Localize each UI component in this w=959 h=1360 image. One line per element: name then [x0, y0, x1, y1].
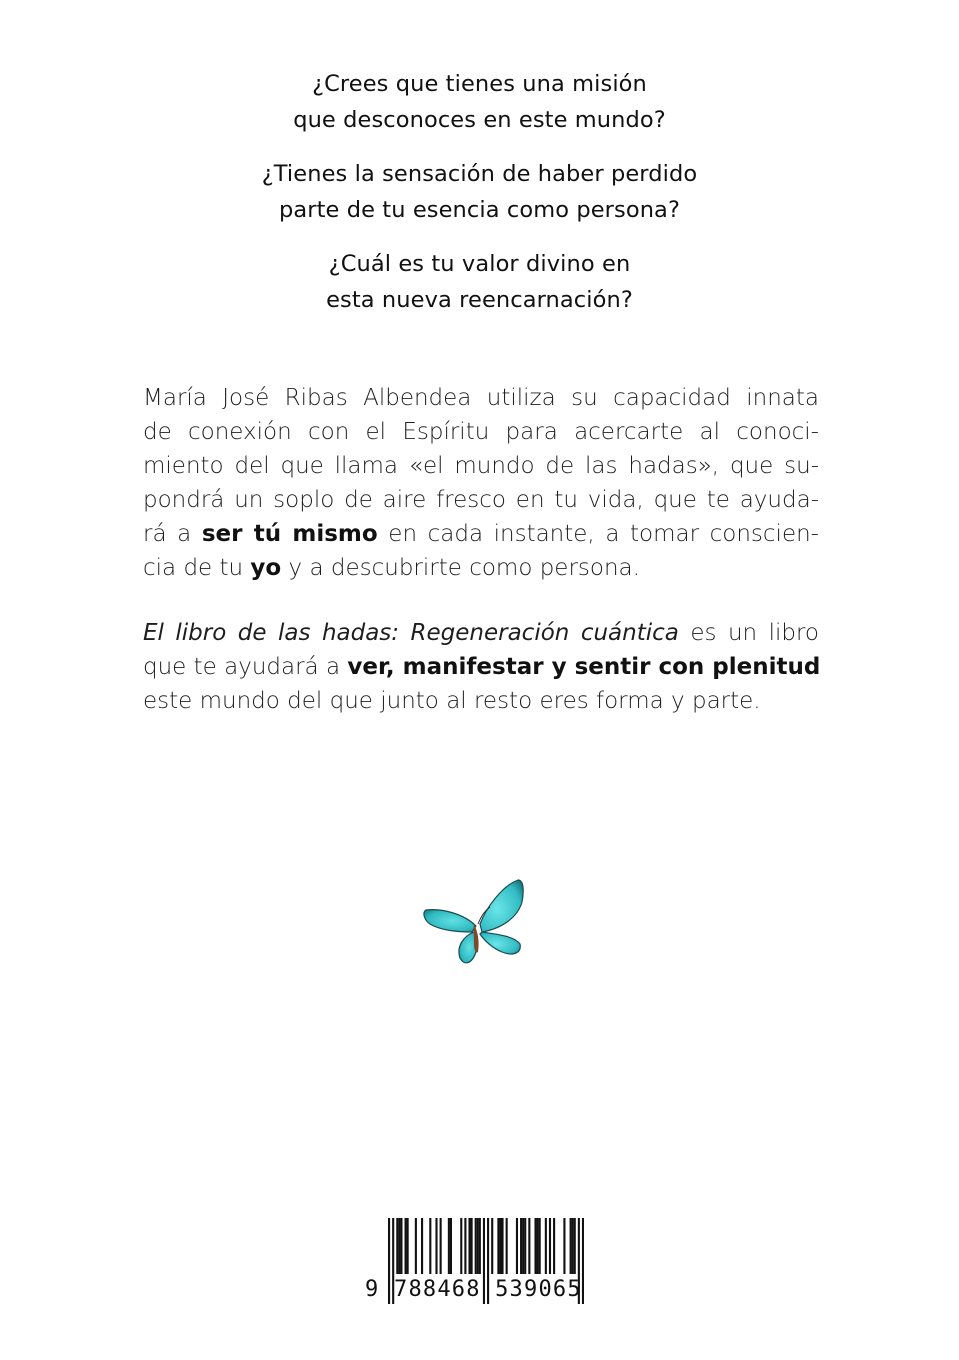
paragraph-2-line-2 [143, 650, 819, 684]
book-title-italic: El libro de las hadas: Regeneración cuántica [143, 620, 679, 646]
paragraph-2-line-1 [143, 616, 819, 650]
barcode-bar [471, 1218, 473, 1274]
emphasis-ver-manifestar: ver, manifestar y sentir con plenitud [347, 654, 821, 680]
paragraph-1-line-2: de conexión con el Espíritu para acercarte al conoci- [143, 419, 819, 445]
barcode-bar [549, 1218, 551, 1274]
barcode-bar [516, 1218, 518, 1274]
description-paragraph-1 [143, 381, 819, 585]
question-3 [0, 246, 959, 318]
line-5-text-b: en cada instante, a tomar conscien- [377, 521, 819, 547]
barcode-bar [572, 1218, 574, 1274]
barcode-bar [440, 1218, 442, 1274]
paragraph-1-line-1: María José Ribas Albendea utiliza su capacidad innata [143, 385, 819, 411]
barcode-bar [570, 1218, 572, 1274]
paragraph-1-line-4: pondrá un soplo de aire fresco en tu vida, que te ayuda- [143, 487, 819, 513]
barcode-bar [537, 1218, 539, 1274]
question-2 [0, 156, 959, 228]
barcode-bar [506, 1218, 508, 1274]
barcode-bar [574, 1218, 576, 1274]
paragraph-1-line-6 [143, 551, 819, 585]
butterfly-right-forewing [480, 880, 523, 932]
barcode-bar [450, 1218, 452, 1274]
emphasis-ser-tu-mismo: ser tú mismo [201, 521, 378, 547]
question-2-line-1: ¿Tienes la sensación de haber perdido [261, 161, 698, 187]
barcode-bar [553, 1218, 555, 1274]
barcode-bar [520, 1218, 522, 1274]
barcode-bar [582, 1218, 584, 1304]
barcode-bar [528, 1218, 530, 1274]
question-1 [0, 66, 959, 138]
barcode-bar [398, 1218, 400, 1274]
barcode-bar [545, 1218, 547, 1274]
barcode-bar [501, 1218, 503, 1274]
isbn-lead-digit: 9 [365, 1277, 379, 1302]
barcode-bar [479, 1218, 481, 1274]
barcode-bar [499, 1218, 501, 1274]
barcode-bar [405, 1218, 407, 1274]
line-2-text-a: que te ayudará a [143, 654, 348, 680]
line-6-text-a: cia de tu [143, 555, 251, 581]
line-5-text-a: rá a [143, 521, 202, 547]
butterfly-icon [420, 874, 528, 970]
barcode-bar [563, 1218, 565, 1274]
barcode-bar [388, 1218, 390, 1304]
line-6-text-b: y a descubrirte como persona. [281, 555, 640, 581]
barcode-bar [400, 1218, 402, 1274]
emphasis-yo: yo [250, 555, 282, 581]
barcode-bar [534, 1218, 536, 1274]
barcode-bar [524, 1218, 526, 1274]
paragraph-2-line-3: este mundo del que junto al resto eres forma y parte. [143, 688, 761, 714]
barcode-bar [407, 1218, 409, 1274]
line-1-text-b: es un libro [678, 620, 820, 646]
paragraph-1-line-3: miento del que llama «el mundo de las hadas», que su- [143, 453, 819, 479]
barcode-bar [396, 1218, 398, 1274]
barcode-bar [522, 1218, 524, 1274]
barcode-bar [475, 1218, 477, 1274]
barcode-bar [539, 1218, 541, 1274]
question-3-line-2: esta nueva reencarnación? [326, 287, 633, 313]
questions-block [0, 66, 959, 336]
question-3-line-1: ¿Cuál es tu valor divino en [328, 251, 631, 277]
butterfly-right-hindwing [480, 932, 520, 954]
question-2-line-2: parte de tu esencia como persona? [278, 197, 680, 223]
barcode-bar [421, 1218, 423, 1274]
isbn-digits: 788468 539065 [394, 1277, 582, 1302]
barcode-bar [468, 1218, 470, 1274]
butterfly-left-forewing [424, 910, 476, 932]
barcode-bar [497, 1218, 499, 1274]
barcode-bar [429, 1218, 431, 1274]
paragraph-1-line-5 [143, 517, 819, 551]
barcode-bar [460, 1218, 462, 1274]
question-1-line-2: que desconoces en este mundo? [293, 107, 666, 133]
barcode-bar [435, 1218, 437, 1274]
description-paragraph-2 [143, 616, 819, 718]
barcode-bar [491, 1218, 493, 1274]
barcode-bar [477, 1218, 479, 1274]
barcode-bar [448, 1218, 450, 1274]
barcode-bar [464, 1218, 466, 1274]
question-1-line-1: ¿Crees que tienes una misión [312, 71, 647, 97]
barcode-bar [415, 1218, 417, 1274]
